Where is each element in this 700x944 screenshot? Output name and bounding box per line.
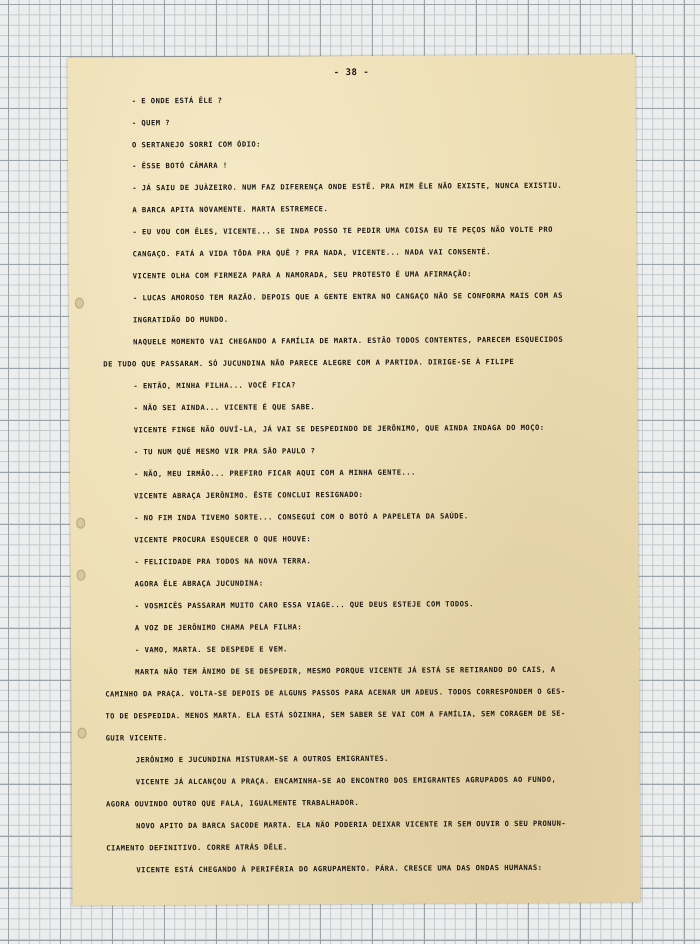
- text-line: - NO FIM INDA TIVEMO SORTE... CONSEGUÍ COM O BOTÓ A PAPELETA DA SAÚDE.: [134, 511, 469, 523]
- binder-hole: [76, 518, 85, 529]
- text-line: VICENTE ABRAÇA JERÔNIMO. ÊSTE CONCLUI RESIGNADO:: [134, 489, 364, 501]
- text-line: - VOSMICÊS PASSARAM MUITO CARO ESSA VIAGE... QUE DEUS ESTEJE COM TODOS.: [134, 599, 474, 611]
- text-line: INGRATIDÃO DO MUNDO.: [132, 314, 229, 325]
- text-line: DE TUDO QUE PASSARAM. SÓ JUCUNDINA NÃO PARECE ALEGRE COM A PARTIDA. DIRIGE-SE À FILIPE: [103, 357, 515, 369]
- text-line: - LUCAS AMOROSO TEM RAZÃO. DEPOIS QUE A GENTE ENTRA NO CANGAÇO NÃO SE CONFORMA MAIS COM AS: [132, 290, 563, 303]
- text-line: VICENTE FINGE NÃO OUVÍ-LA, JÁ VAI SE DESPEDINDO DE JERÔNIMO, QUE AINDA INDAGA DO MOÇO:: [133, 422, 545, 435]
- text-line: VICENTE OLHA COM FIRMEZA PARA A NAMORADA, SEU PROTESTO É UMA AFIRMAÇÃO:: [132, 269, 472, 281]
- binder-hole: [78, 728, 87, 739]
- text-line: VICENTE ESTÁ CHEGANDO À PERIFÉRIA DO AGRUPAMENTO. PÁRA. CRESCE UMA DAS ONDAS HUMANAS:: [136, 862, 543, 875]
- text-line: - EU VOU COM ÊLES, VICENTE... SE INDA POSSO TE PEDIR UMA COISA EU TE PEÇOS NÃO VOLTE PRO: [132, 224, 553, 237]
- manuscript-page: [67, 54, 640, 905]
- text-line: - JÁ SAIU DE JUÀZEIRO. NUM FAZ DIFERENÇA ONDE ESTÊ. PRA MIM ÊLE NÃO EXISTE, NUNCA EXISTIU.: [132, 180, 563, 193]
- text-line: O SERTANEJO SORRI COM ÓDIO:: [131, 139, 261, 150]
- binder-hole: [75, 298, 84, 309]
- text-line: - VAMO, MARTA. SE DESPEDE E VEM.: [135, 644, 288, 655]
- text-line: AGORA OUVINDO OUTRO QUE FALA, IGUALMENTE TRABALHADOR.: [105, 797, 360, 809]
- text-line: - NÃO SEI AINDA... VICENTE É QUE SABE.: [133, 402, 316, 413]
- text-line: CIAMENTO DEFINITIVO. CORRE ATRÁS DÊLE.: [106, 842, 288, 853]
- text-line: A VOZ DE JERÔNIMO CHAMA PELA FILHA:: [134, 622, 303, 633]
- text-line: A BARCA APITA NOVAMENTE. MARTA ESTREMECE.: [132, 204, 329, 215]
- text-line: - QUEM ?: [131, 118, 171, 128]
- text-line: VICENTE PROCURA ESQUECER O QUE HOUVE:: [134, 534, 312, 545]
- text-line: - FELICIDADE PRA TODOS NA NOVA TERRA.: [134, 556, 312, 567]
- text-line: AGORA ÊLE ABRAÇA JUCUNDINA:: [134, 578, 264, 589]
- text-line: NAQUELE MOMENTO VAI CHEGANDO A FAMÍLIA DE MARTA. ESTÃO TODOS CONTENTES, PARECEM ESQUECIDOS: [133, 334, 564, 347]
- text-line: - E ONDE ESTÁ ÊLE ?: [131, 95, 223, 106]
- text-line: - NÃO, MEU IRMÃO... PREFIRO FICAR AQUI COM A MINHA GENTE...: [133, 467, 416, 479]
- text-line: - ÊSSE BOTÓ CÂMARA !: [132, 160, 228, 171]
- text-line: CAMINHO DA PRAÇA. VOLTA-SE DEPOIS DE ALGUNS PASSOS PARA ACENAR UM ADEUS. TODOS CORRESPONDEM O GES-: [105, 686, 566, 699]
- text-line: - ENTÃO, MINHA FILHA... VOCÊ FICA?: [133, 380, 296, 391]
- text-line: - TU NUM QUÉ MESMO VIR PRA SÃO PAULO ?: [133, 446, 316, 457]
- page-number: - 38 -: [333, 67, 370, 79]
- binder-hole: [77, 570, 86, 581]
- text-line: VICENTE JÁ ALCANÇOU A PRAÇA. ENCAMINHA-SE AO ENCONTRO DOS EMIGRANTES AGRUPADOS AO FUNDO,: [135, 774, 557, 787]
- text-line: JERÔNIMO E JUCUNDINA MISTURAM-SE A OUTROS EMIGRANTES.: [135, 753, 389, 765]
- text-line: TO DE DESPEDIDA. MENOS MARTA. ELA ESTÁ SÒZINHA, SEM SABER SE VAI COM A FAMÍLIA, SEM CORAGEM DE SE-: [105, 708, 566, 721]
- text-line: NOVO APITO DA BARCA SACODE MARTA. ELA NÃO PODERIA DEIXAR VICENTE IR SEM OUVIR O SEU PRONUN-: [136, 818, 567, 831]
- text-line: GUIR VICENTE.: [105, 733, 168, 743]
- text-line: CANGAÇO. FATÁ A VIDA TÔDA PRA QUÊ ? PRA NADA, VICENTE... NADA VAI CONSENTÊ.: [132, 247, 491, 259]
- text-line: MARTA NÃO TEM ÂNIMO DE SE DESPEDIR, MESMO PORQUE VICENTE JÁ ESTÁ SE RETIRANDO DO CAIS, A: [135, 664, 556, 677]
